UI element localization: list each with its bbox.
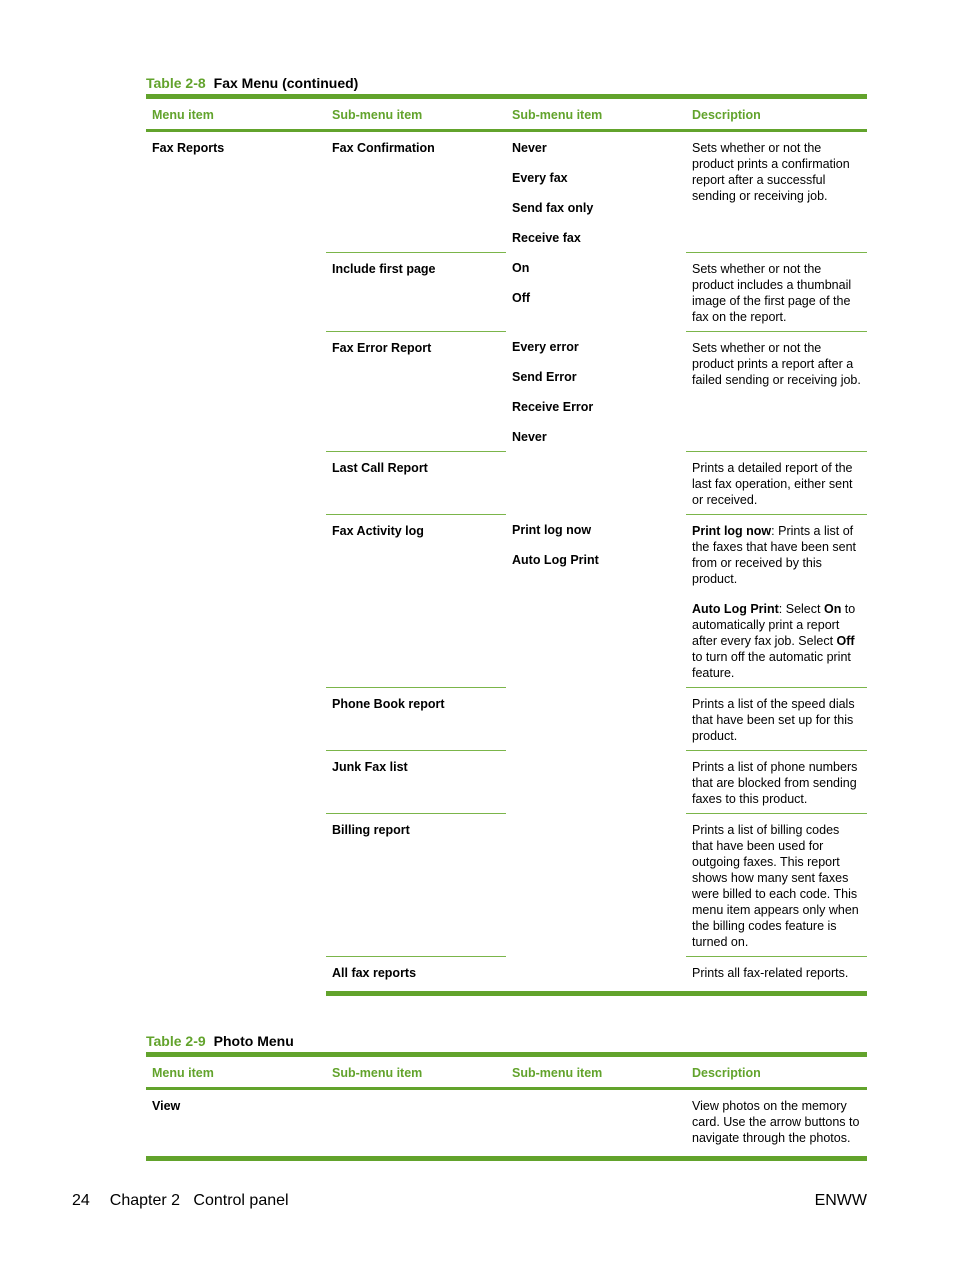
sub-menu-item: All fax reports — [326, 956, 506, 993]
description-text: to turn off the automatic print feature. — [692, 649, 851, 680]
option-list — [506, 252, 686, 331]
photo-menu-table — [146, 1052, 867, 1161]
description: View photos on the memory card. Use the arrow buttons to navigate through the photos. — [686, 1089, 867, 1159]
sub-menu-item: Junk Fax list — [326, 750, 506, 813]
description-label: Auto Log Print — [692, 601, 779, 616]
description: Prints a list of the speed dials that have been set up for this product. — [686, 687, 867, 750]
description-auto-log-print — [692, 601, 861, 681]
sub-menu-item: Phone Book report — [326, 687, 506, 750]
table-number: Table 2-9 — [146, 1033, 206, 1049]
header-sub-menu-item-2: Sub-menu item — [506, 1055, 686, 1089]
description: Sets whether or not the product includes a thumbnail image of the first page of the fax on the report. — [686, 252, 867, 331]
description: Prints a list of phone numbers that are blocked from sending faxes to this product. — [686, 750, 867, 813]
table-header-row — [146, 97, 867, 131]
option: Off — [512, 291, 531, 305]
chapter-title: Chapter 2 Control panel — [109, 1192, 289, 1209]
option-list — [506, 331, 686, 451]
table-2-9-caption — [146, 1033, 294, 1049]
table-row — [146, 131, 867, 253]
option: Auto Log Print — [512, 553, 599, 567]
option: Send fax only — [512, 201, 594, 215]
option: Print log now — [512, 523, 592, 537]
option-list — [506, 131, 686, 253]
header-menu-item: Menu item — [146, 1055, 326, 1089]
option-list-empty — [506, 451, 686, 514]
table-row — [146, 1089, 867, 1159]
sub-menu-item: Billing report — [326, 813, 506, 956]
option: Receive fax — [512, 231, 581, 245]
footer-left — [72, 1192, 289, 1210]
description-text: to automatically print a report after every fax job. Select — [692, 601, 856, 648]
option-list-empty — [506, 956, 686, 993]
option-list-empty — [506, 750, 686, 813]
header-description: Description — [686, 1055, 867, 1089]
menu-item-fax-reports: Fax Reports — [152, 141, 225, 155]
table-2-8-caption — [146, 75, 358, 91]
header-sub-menu-item: Sub-menu item — [326, 97, 506, 131]
option-list-empty — [506, 1089, 686, 1159]
page-number: 24 — [72, 1192, 90, 1209]
description-label: Print log now — [692, 523, 772, 538]
option: Every fax — [512, 171, 568, 185]
fax-menu-table — [146, 94, 867, 996]
header-description: Description — [686, 97, 867, 131]
sub-menu-item: Fax Error Report — [326, 331, 506, 451]
description-off: Off — [836, 633, 855, 648]
option: Never — [512, 141, 547, 155]
menu-item-view: View — [146, 1089, 326, 1159]
sub-menu-item: Last Call Report — [326, 451, 506, 514]
page-footer — [72, 1192, 867, 1210]
option-list — [506, 514, 686, 687]
description: Prints all fax-related reports. — [686, 956, 867, 993]
sub-menu-item-empty — [326, 1089, 506, 1159]
footer-right: ENWW — [814, 1192, 867, 1209]
header-sub-menu-item-2: Sub-menu item — [506, 97, 686, 131]
header-menu-item: Menu item — [146, 97, 326, 131]
description-text: : Select — [778, 601, 824, 616]
table-number: Table 2-8 — [146, 75, 206, 91]
option: Every error — [512, 340, 579, 354]
description: Prints a detailed report of the last fax operation, either sent or received. — [686, 451, 867, 514]
table-header-row — [146, 1055, 867, 1089]
option: Send Error — [512, 370, 577, 384]
table-title: Fax Menu (continued) — [213, 75, 359, 91]
option-list-empty — [506, 687, 686, 750]
description-on: On — [823, 601, 842, 616]
description: Sets whether or not the product prints a report after a failed sending or receiving job. — [686, 331, 867, 451]
sub-menu-item: Fax Activity log — [326, 514, 506, 687]
option: Never — [512, 430, 547, 444]
description-print-log-now — [692, 523, 861, 587]
description: Prints a list of billing codes that have been used for outgoing faxes. This report shows how many sent faxes were billed to each code. This menu item appears only when the billing codes feature is turned on. — [686, 813, 867, 956]
table-title: Photo Menu — [213, 1033, 294, 1049]
description-text: : Prints a list of the faxes that have been sent from or received by this product. — [692, 523, 857, 586]
description — [686, 514, 867, 687]
sub-menu-item: Fax Confirmation — [332, 141, 435, 155]
description: Sets whether or not the product prints a confirmation report after a successful sending or receiving job. — [692, 141, 850, 203]
option: On — [512, 261, 530, 275]
option-list-empty — [506, 813, 686, 956]
option: Receive Error — [512, 400, 594, 414]
sub-menu-item: Include first page — [326, 252, 506, 331]
header-sub-menu-item: Sub-menu item — [326, 1055, 506, 1089]
